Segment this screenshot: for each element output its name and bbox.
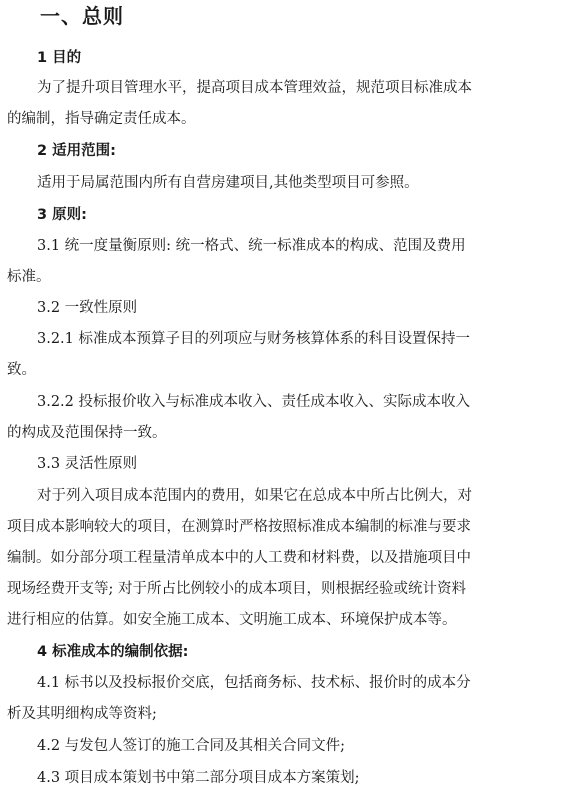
paragraph-line: 析及其明细构成等资料;: [7, 706, 157, 722]
heading-basis: 4 标准成本的编制依据:: [37, 644, 189, 660]
paragraph-line: 3.2.2 投标报价收入与标准成本收入、责任成本收入、实际成本收入: [37, 394, 471, 410]
paragraph-line: 的构成及范围保持一致。: [7, 425, 167, 441]
section-title: 一、总则: [40, 4, 124, 28]
paragraph-line: 3.2.1 标准成本预算子目的列项应与财务核算体系的科目设置保持一: [37, 331, 471, 347]
paragraph-line: 标准。: [7, 269, 51, 285]
paragraph-line: 致。: [7, 362, 36, 378]
heading-scope: 2 适用范围:: [37, 143, 116, 159]
paragraph-line: 4.3 项目成本策划书中第二部分项目成本方案策划;: [37, 770, 360, 786]
paragraph-line: 4.2 与发包人签订的施工合同及其相关合同文件;: [37, 738, 346, 754]
heading-purpose: 1 目的: [37, 50, 82, 66]
paragraph-line: 进行相应的估算。如安全施工成本、文明施工成本、环境保护成本等。: [7, 612, 457, 628]
paragraph-line: 适用于局属范围内所有自营房建项目,其他类型项目可参照。: [37, 175, 419, 191]
heading-principles: 3 原则:: [37, 207, 87, 223]
paragraph-line: 编制。如分部分项工程量清单成本中的人工费和材料费，以及措施项目中: [7, 550, 471, 566]
paragraph-line: 项目成本影响较大的项目，在测算时严格按照标准成本编制的标准与要求: [7, 519, 471, 535]
paragraph-line: 3.1 统一度量衡原则: 统一格式、统一标准成本的构成、范围及费用: [37, 238, 466, 254]
paragraph-line: 4.1 标书以及投标报价交底，包括商务标、技术标、报价时的成本分: [37, 675, 471, 691]
paragraph-line: 对于列入项目成本范围内的费用，如果它在总成本中所占比例大，对: [37, 488, 472, 504]
subheading-consistency: 3.2 一致性原则: [37, 300, 138, 316]
paragraph-line: 为了提升项目管理水平，提高项目成本管理效益，规范项目标准成本: [37, 80, 472, 96]
subheading-flexibility: 3.3 灵活性原则: [37, 456, 138, 472]
paragraph-line: 现场经费开支等; 对于所占比例较小的成本项目，则根据经验或统计资料: [7, 581, 466, 597]
paragraph-line: 的编制，指导确定责任成本。: [7, 111, 196, 127]
